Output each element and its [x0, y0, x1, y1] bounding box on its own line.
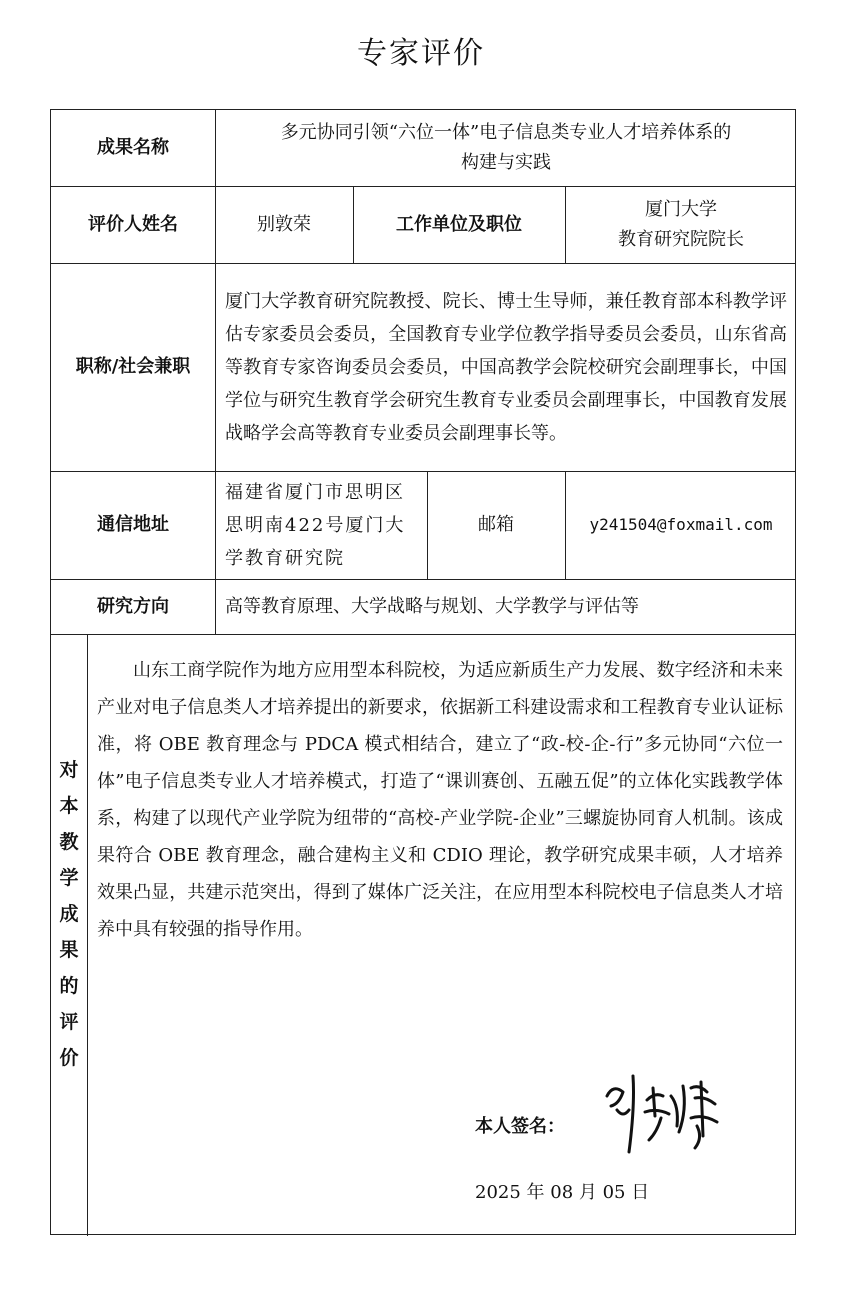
address-value: 福建省厦门市思明区思明南422号厦门大学教育研究院	[225, 481, 406, 569]
achievement-value-line1: 多元协同引领“六位一体”电子信息类专业人才培养体系的	[280, 122, 732, 143]
evaluation-label-char: 评	[59, 1011, 79, 1033]
evaluator-name: 别敦荣	[257, 213, 311, 235]
unit-label: 工作单位及职位	[396, 213, 522, 235]
signature-date: 2025 年 08 月 05 日	[475, 1182, 650, 1203]
signature-label: 本人签名：	[475, 1116, 565, 1137]
page-title: 专家评价	[357, 36, 485, 71]
evaluation-section	[51, 634, 795, 1236]
evaluation-label-char: 成	[59, 903, 79, 925]
email-label: 邮箱	[478, 514, 514, 535]
titles-label: 职称/社会兼职	[75, 356, 191, 377]
evaluation-label-char: 对	[59, 759, 79, 781]
achievement-label: 成果名称	[97, 137, 169, 158]
research-value: 高等教育原理、大学战略与规划、大学教学与评估等	[225, 595, 639, 617]
unit-value	[565, 186, 797, 263]
evaluation-form-table	[50, 109, 796, 1235]
research-label: 研究方向	[97, 595, 169, 617]
evaluation-label-char: 本	[59, 795, 79, 817]
unit-value-line1: 厦门大学	[645, 198, 717, 220]
evaluator-name-label: 评价人姓名	[88, 213, 178, 235]
evaluation-label-char: 学	[59, 867, 79, 889]
evaluation-label-char: 的	[59, 975, 79, 997]
evaluation-label-char: 价	[59, 1047, 79, 1069]
achievement-value-line2: 构建与实践	[461, 152, 551, 173]
evaluation-text: 山东工商学院作为地方应用型本科院校，为适应新质生产力发展、数字经济和未来产业对电子信息类人才培养提出的新要求，依据新工科建设需求和工程教育专业认证标准，将 OBE 教育理念与 PDCA 模式相结合，建立了“政-校-企-行”多元协同“六位一体”电子信息类专业人才培养模式，打造了“课训赛创、五融五促”的立体化实践教学体系，构建了以现代产业学院为纽带的“高校-产业学院-企业”三螺旋协同育人机制。该成果符合 OBE 教育理念，融合建构主义和 CDIO 理论，教学研究成果丰硕，人才培养效果凸显，共建示范突出，得到了媒体广泛关注，在应用型本科院校电子信息类人才培养中具有较强的指导作用。	[97, 660, 783, 940]
titles-value: 厦门大学教育研究院教授、院长、博士生导师，兼任教育部本科教学评估专家委员会委员，全国教育专业学位教学指导委员会委员，山东省高等教育专家咨询委员会委员，中国高教学会院校研究会副理事长，中国学位与研究生教育学会研究生教育专业委员会副理事长，中国教育发展战略学会高等教育专业委员会副理事长等。	[225, 290, 787, 444]
email-value: y241504@foxmail.com	[589, 515, 773, 534]
evaluation-label-char: 教	[59, 831, 79, 853]
address-label: 通信地址	[97, 514, 169, 535]
handwritten-signature	[599, 1066, 723, 1158]
evaluation-label-char: 果	[59, 939, 79, 961]
unit-value-line2: 教育研究院院长	[618, 228, 744, 250]
achievement-value	[215, 110, 797, 186]
